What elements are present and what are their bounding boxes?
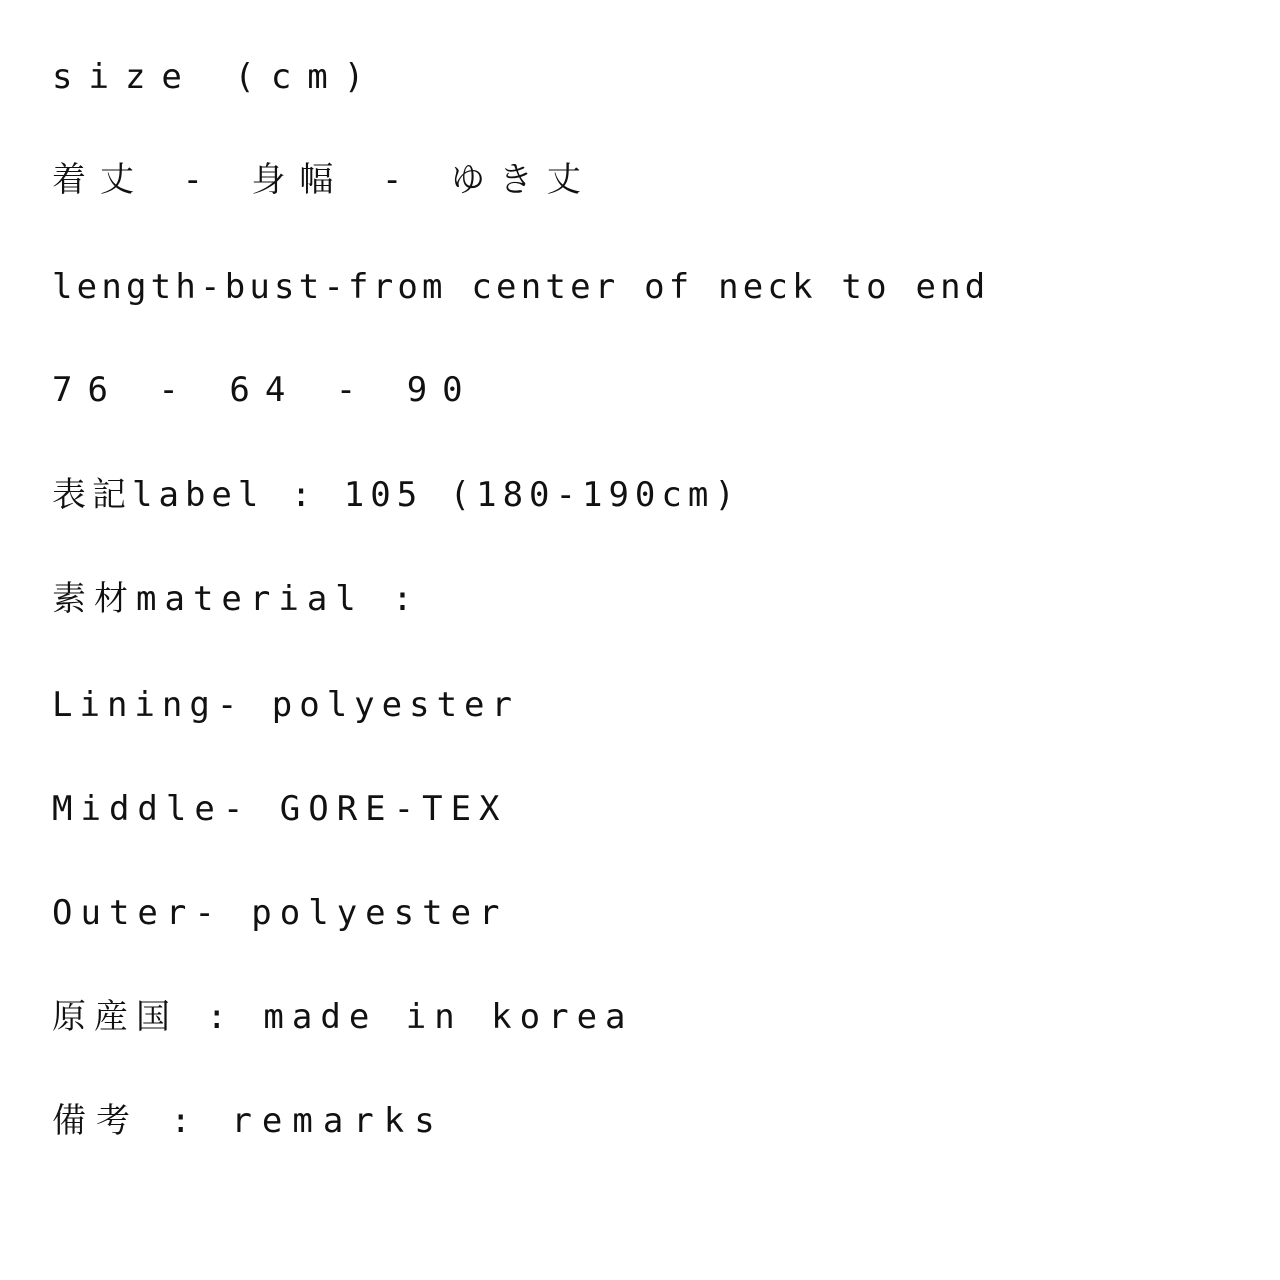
material-heading: 素材material : bbox=[52, 579, 421, 619]
measurement-values: 76 - 64 - 90 bbox=[52, 370, 478, 410]
size-unit-heading: size (cm) bbox=[52, 57, 381, 97]
measurement-labels-english: length-bust-from center of neck to end bbox=[52, 267, 990, 307]
measurement-labels-japanese: 着丈 - 身幅 - ゆき丈 bbox=[52, 160, 595, 200]
country-of-origin: 原産国 : made in korea bbox=[52, 997, 634, 1037]
material-lining: Lining- polyester bbox=[52, 685, 519, 725]
label-size: 表記label : 105 (180-190cm) bbox=[52, 475, 741, 515]
material-middle: Middle- GORE-TEX bbox=[52, 789, 508, 829]
material-outer: Outer- polyester bbox=[52, 893, 508, 933]
remarks: 備考 : remarks bbox=[52, 1101, 445, 1141]
